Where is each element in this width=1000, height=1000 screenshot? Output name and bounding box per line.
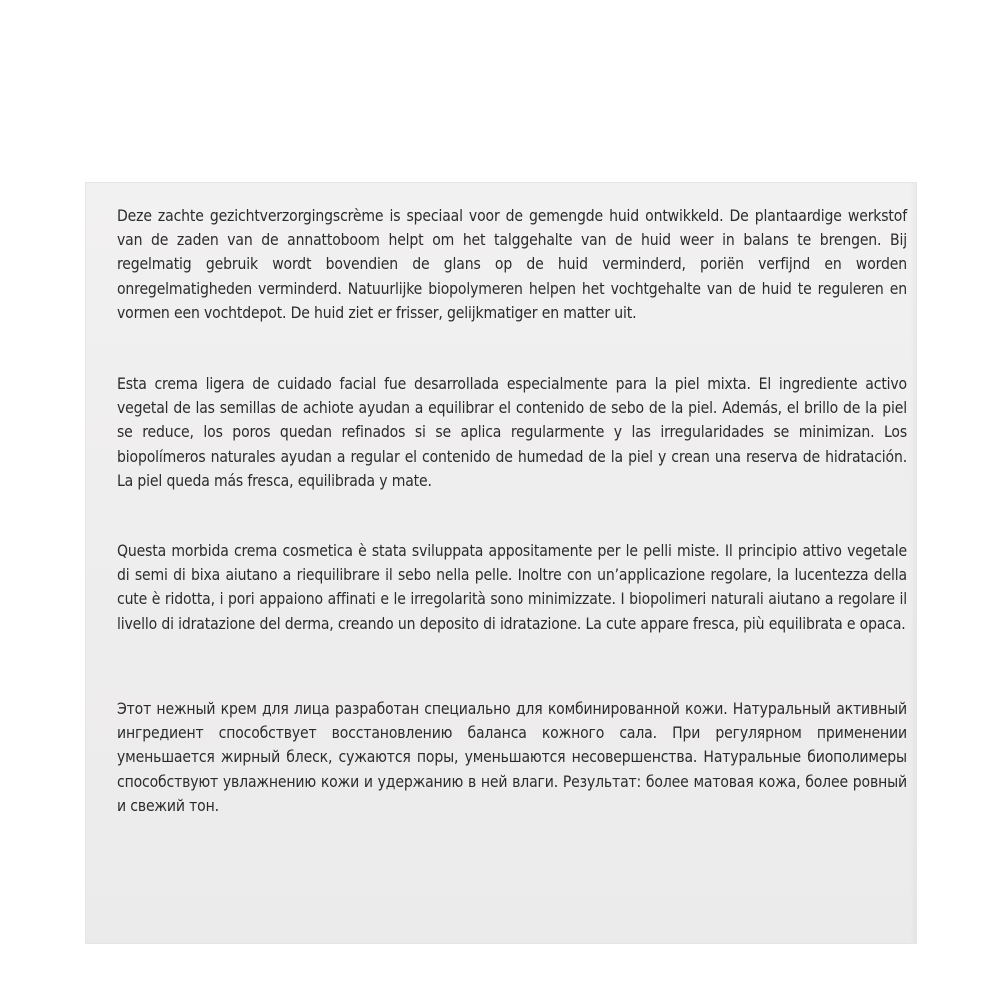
description-paragraph-russian: Этот нежный крем для лица разработан специально для комбинированной кожи. Натуральный активный ингредиент способствует восстановлению баланса кожного сала. При регулярном применении уменьшается жирный блеск, сужаются поры, уменьшаются несовершенства. Натуральные биополимеры способствуют увлажнению кожи и удержанию в ней влаги. Результат: более матовая кожа, более ровный и свежий тон.	[117, 700, 907, 815]
panel-edge-shadow	[910, 183, 916, 943]
description-paragraph-spanish: Esta crema ligera de cuidado facial fue desarrollada especialmente para la piel mixta. El ingrediente activo vegetal de las semillas de achiote ayudan a equilibrar el contenido de sebo de la piel. Además, el brillo de la piel se reduce, los poros quedan refinados si se aplica regularmente y las irregularidades se minimizan. Los biopolímeros naturales ayudan a regular el contenido de humedad de la piel y crean una reserva de hidratación. La piel queda más fresca, equilibrada y mate.	[117, 375, 907, 490]
description-paragraph-dutch: Deze zachte gezichtverzorgingscrème is speciaal voor de gemengde huid ontwikkeld. De plantaardige werkstof van de zaden van de annattoboom helpt om het talggehalte van de huid weer in balans te brengen. Bij regelmatig gebruik wordt bovendien de glans op de huid verminderd, poriën verfijnd en worden onregelmatigheden verminderd. Natuurlijke biopolymeren helpen het vochtgehalte van de huid te reguleren en vormen een vochtdepot. De huid ziet er frisser, gelijkmatiger en matter uit.	[117, 207, 907, 322]
description-paragraph-italian: Questa morbida crema cosmetica è stata sviluppata appositamente per le pelli miste. Il principio attivo vegetale di semi di bixa aiutano a riequilibrare il sebo nella pelle. Inoltre con un’applicazione regolare, la lucentezza della cute è ridotta, i pori appaiono affinati e le irregolarità sono minimizzate. I biopolimeri naturali aiutano a regolare il livello di idratazione del derma, creando un deposito di idratazione. La cute appare fresca, più equilibrata e opaca.	[117, 542, 907, 633]
